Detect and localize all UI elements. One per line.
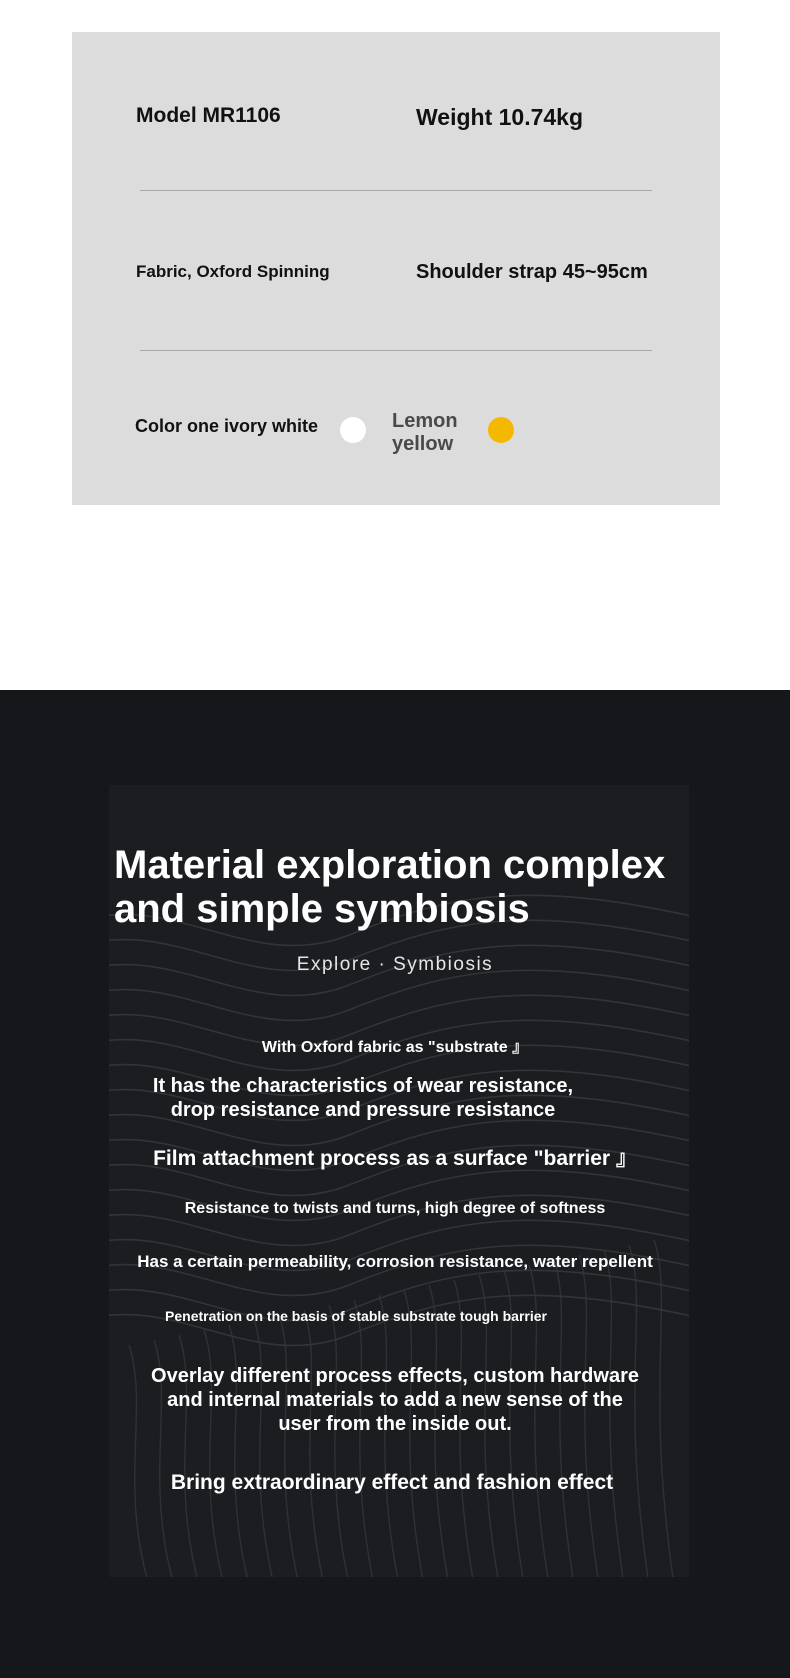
weight-label: Weight 10.74kg	[416, 104, 584, 130]
spec-divider-1	[140, 190, 652, 191]
ivory-white-swatch	[340, 417, 366, 443]
color-two-label	[392, 410, 458, 456]
color-two-line-1: Lemon	[392, 410, 458, 432]
material-line-2	[0, 1074, 758, 1122]
material-line-4: Resistance to twists and turns, high degree of softness	[184, 1200, 606, 1217]
lemon-yellow-swatch	[488, 417, 514, 443]
material-line-7c: user from the inside out.	[278, 1413, 512, 1435]
color-one-label: Color one ivory white	[135, 416, 319, 436]
material-line-6: Penetration on the basis of stable substrate tough barrier	[165, 1308, 547, 1324]
material-line-5: Has a certain permeability, corrosion resistance, water repellent	[137, 1252, 653, 1271]
material-line-1: With Oxford fabric as "substrate 』	[261, 1039, 529, 1056]
color-two-line-2: yellow	[392, 433, 454, 455]
headline-line-1: Material exploration complex	[114, 843, 666, 887]
spec-divider-2	[140, 350, 652, 351]
material-subtitle: Explore · Symbiosis	[296, 954, 494, 975]
headline-line-2: and simple symbiosis	[114, 887, 530, 931]
material-line-2a: It has the characteristics of wear resistance,	[152, 1075, 574, 1097]
material-line-8: Bring extraordinary effect and fashion effect	[170, 1471, 614, 1494]
material-line-7	[0, 1364, 790, 1436]
model-label: Model MR1106	[136, 104, 281, 127]
material-line-2b: drop resistance and pressure resistance	[170, 1099, 556, 1121]
shoulder-strap-label: Shoulder strap 45~95cm	[416, 261, 648, 283]
material-line-3: Film attachment process as a surface "barrier 』	[153, 1147, 637, 1170]
material-line-7b: and internal materials to add a new sense of the	[167, 1389, 623, 1411]
fabric-label: Fabric, Oxford Spinning	[136, 262, 330, 281]
material-headline	[114, 843, 665, 931]
material-section	[0, 690, 790, 1678]
material-line-7a: Overlay different process effects, custom hardware	[151, 1365, 639, 1387]
spec-card	[72, 32, 720, 505]
